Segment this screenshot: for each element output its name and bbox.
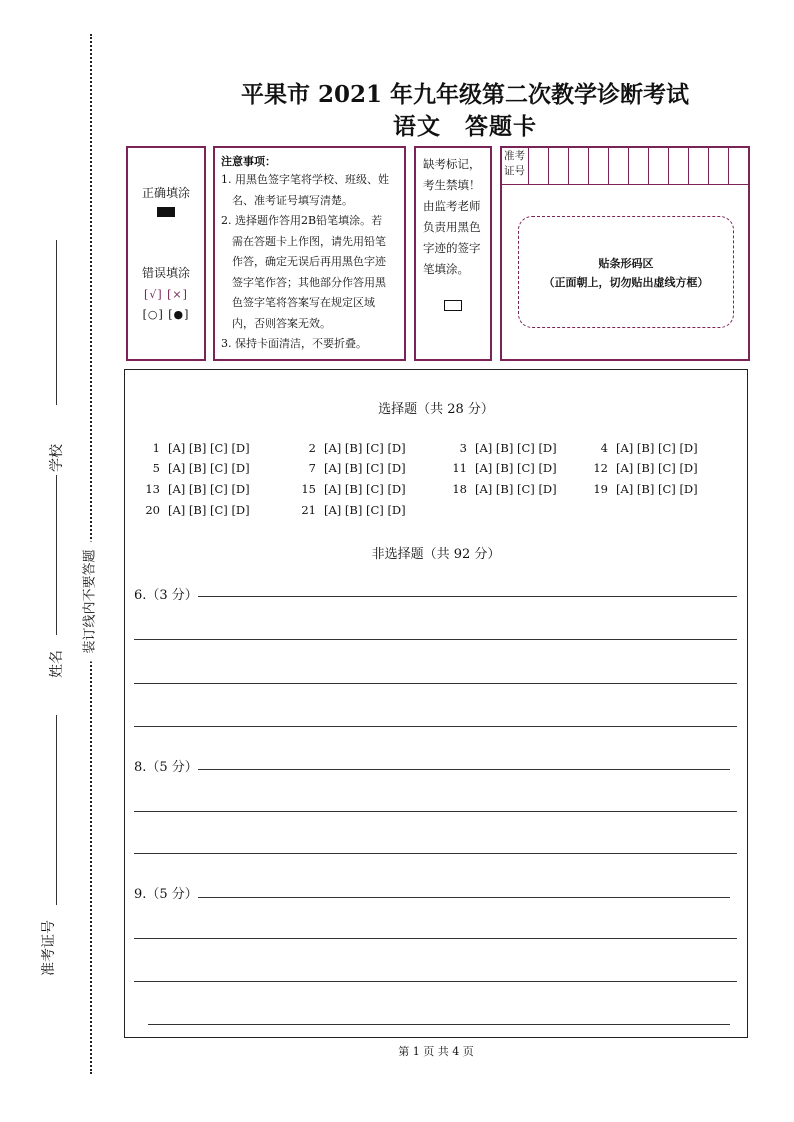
absent-line: 负责用黑色 <box>423 220 481 234</box>
mcq-item[interactable] <box>449 441 557 455</box>
digit-cell[interactable] <box>648 148 649 184</box>
mcq-item[interactable] <box>449 482 557 496</box>
absent-mark-checkbox[interactable] <box>444 300 462 311</box>
absent-text <box>423 154 481 280</box>
answer-line[interactable] <box>134 938 737 939</box>
mcq-item[interactable] <box>298 503 406 517</box>
digit-cell[interactable] <box>708 148 709 184</box>
question-6-label: 6.（3 分） <box>134 588 198 603</box>
notice-list <box>221 170 406 355</box>
digit-cell[interactable] <box>588 148 589 184</box>
notice-line: 名、准考证号填写清楚。 <box>221 193 353 207</box>
filled-mark-icon <box>157 207 175 217</box>
options: [A] [B] [C] [D] <box>168 461 250 475</box>
options: [A] [B] [C] [D] <box>168 441 250 455</box>
answer-line[interactable] <box>148 1024 730 1025</box>
options: [A] [B] [C] [D] <box>168 482 250 496</box>
question-number: 15 <box>301 482 316 496</box>
question-number: 3 <box>459 441 467 455</box>
notice-line: 内，否则答案无效。 <box>221 316 331 330</box>
options: [A] [B] [C] [D] <box>324 441 406 455</box>
notice-heading: 注意事项： <box>221 155 276 168</box>
digit-cell[interactable] <box>568 148 569 184</box>
name-label: 姓名 <box>49 650 65 678</box>
options: [A] [B] [C] [D] <box>324 503 406 517</box>
answer-line[interactable] <box>134 683 737 684</box>
name-line <box>56 475 57 635</box>
binding-notice: 装订线内不要答题 <box>79 542 98 662</box>
barcode-note: （正面朝上，切勿贴出虚线方框） <box>543 276 709 289</box>
options: [A] [B] [C] [D] <box>616 482 698 496</box>
grid-label-line: 证号 <box>504 165 525 177</box>
mcq-item[interactable] <box>449 461 557 475</box>
question-8-label: 8.（5 分） <box>134 760 198 775</box>
mcq-item[interactable] <box>298 461 406 475</box>
school-line <box>56 240 57 405</box>
question-number: 20 <box>145 503 160 517</box>
wrong-examples-row1: [√] [×] <box>144 288 188 301</box>
options: [A] [B] [C] [D] <box>475 482 557 496</box>
mcq-item[interactable] <box>590 441 698 455</box>
question-number: 12 <box>593 461 608 475</box>
answer-line[interactable] <box>134 853 737 854</box>
absent-line: 缺考标记， <box>423 157 481 171</box>
question-number: 1 <box>152 441 160 455</box>
digit-cell[interactable] <box>548 148 549 184</box>
question-number: 2 <box>308 441 316 455</box>
answer-line[interactable] <box>198 897 730 898</box>
question-number: 13 <box>145 482 160 496</box>
notice-line: 需在答题卡上作图，请先用铅笔 <box>221 234 386 248</box>
school-label: 学校 <box>49 444 65 472</box>
barcode-area[interactable] <box>518 216 734 328</box>
absent-line: 字迹的签字 <box>423 241 481 255</box>
answer-line[interactable] <box>134 981 737 982</box>
mcq-item[interactable] <box>590 461 698 475</box>
wrong-examples-row2: [○] [●] <box>142 308 190 321</box>
notice-box <box>213 146 406 361</box>
choice-section-title: 选择题（共 28 分） <box>378 402 494 417</box>
absent-line: 考生禁填！ <box>423 178 481 192</box>
digit-cell[interactable] <box>668 148 669 184</box>
question-number: 7 <box>308 461 316 475</box>
options: [A] [B] [C] [D] <box>475 441 557 455</box>
grid-label-line: 准考 <box>504 150 525 162</box>
options: [A] [B] [C] [D] <box>324 461 406 475</box>
wrong-fill-label: 错误填涂 <box>141 266 190 280</box>
options: [A] [B] [C] [D] <box>324 482 406 496</box>
options: [A] [B] [C] [D] <box>168 503 250 517</box>
question-9-label: 9.（5 分） <box>134 887 198 902</box>
exam-number-label: 准考证号 <box>41 920 57 976</box>
mcq-item[interactable] <box>142 482 250 496</box>
options: [A] [B] [C] [D] <box>475 461 557 475</box>
question-number: 4 <box>600 441 608 455</box>
question-number: 5 <box>152 461 160 475</box>
question-number: 18 <box>452 482 467 496</box>
notice-line: 作答，确定无误后再用黑色字迹 <box>221 255 386 268</box>
notice-line: 色签字笔将答案写在规定区域 <box>221 296 375 309</box>
notice-line: 签字笔作答；其他部分作答用黑 <box>221 275 386 289</box>
mcq-item[interactable] <box>298 482 406 496</box>
options: [A] [B] [C] [D] <box>616 461 698 475</box>
question-number: 21 <box>301 503 316 517</box>
exam-number-line <box>56 715 57 905</box>
digit-cell[interactable] <box>688 148 689 184</box>
absent-line: 笔填涂。 <box>423 262 469 276</box>
exam-number-grid-label <box>504 149 525 179</box>
answer-line[interactable] <box>134 811 737 812</box>
digit-cell[interactable] <box>728 148 729 184</box>
fill-example-box <box>126 146 206 361</box>
answer-line[interactable] <box>198 769 730 770</box>
mcq-item[interactable] <box>298 441 406 455</box>
answer-line[interactable] <box>198 596 737 597</box>
answer-line[interactable] <box>134 726 737 727</box>
barcode-title: 贴条形码区 <box>598 257 654 270</box>
options: [A] [B] [C] [D] <box>616 441 698 455</box>
mcq-item[interactable] <box>142 461 250 475</box>
subject-title: 语文 答题卡 <box>393 113 537 140</box>
exam-number-grid <box>502 148 748 185</box>
answer-line[interactable] <box>134 639 737 640</box>
digit-cell[interactable] <box>528 148 529 184</box>
correct-fill-label: 正确填涂 <box>141 186 190 200</box>
mcq-item[interactable] <box>142 441 250 455</box>
exam-title: 平果市 2021 年九年级第二次教学诊断考试 <box>240 81 690 108</box>
notice-line: 3. 保持卡面清洁，不要折叠。 <box>221 337 367 350</box>
absent-line: 由监考老师 <box>423 199 481 213</box>
page-footer: 第 1 页 共 4 页 <box>398 1045 474 1058</box>
question-number: 19 <box>593 482 608 496</box>
digit-cell[interactable] <box>628 148 629 184</box>
nonchoice-section-title: 非选择题（共 92 分） <box>371 547 501 562</box>
mcq-item[interactable] <box>590 482 698 496</box>
question-number: 11 <box>452 461 467 475</box>
id-barcode-box <box>500 146 750 361</box>
absent-mark-box <box>414 146 492 361</box>
digit-cell[interactable] <box>608 148 609 184</box>
notice-line: 2. 选择题作答用2B铅笔填涂。若 <box>221 214 383 227</box>
mcq-item[interactable] <box>142 503 250 517</box>
notice-line: 1. 用黑色签字笔将学校、班级、姓 <box>221 173 389 186</box>
